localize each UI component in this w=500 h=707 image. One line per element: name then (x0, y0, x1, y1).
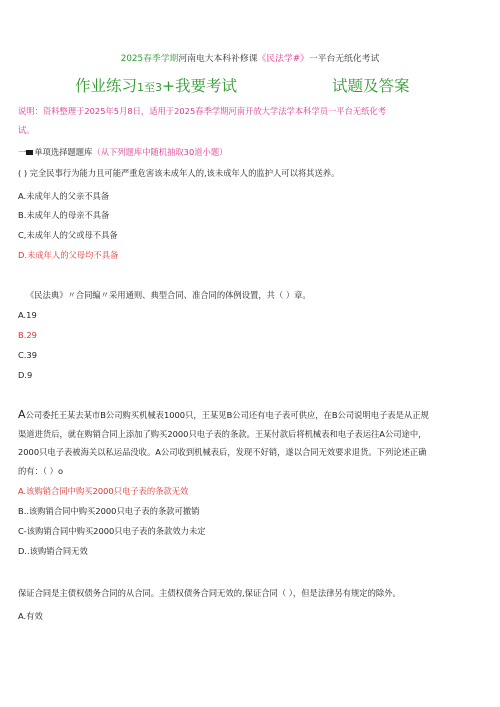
title-part-a: 作业练习 (75, 77, 138, 95)
document-header (0, 53, 500, 66)
section-prefix: 一 (18, 147, 27, 157)
question-3-stem-line-3: 2000只电子表被海关以私运品没收。A公司收到机械表后，发现不好销，遂以合同无效要求退货。下列论述正确 (18, 447, 427, 457)
question-2-option-c: C.39 (18, 350, 37, 360)
question-3-option-a-answer: A.该购销合同中购买2000只电子表的条款无效 (18, 486, 189, 496)
header-term: 2025春季学期 (120, 54, 179, 64)
section-heading (18, 146, 488, 159)
question-1-option-b: B.未成年人的母亲不具备 (18, 210, 110, 220)
question-3-option-c: C-该购销合同中购买2000只电子表的条款效力未定 (18, 526, 206, 536)
header-suffix: 一平台无纸化考试 (308, 54, 380, 64)
question-2-stem: 《民法典》〃合同编〃采用通则、典型合同、准合同的体例设置，共（ ）章。 (26, 290, 311, 300)
title-part-b: 1至3 (137, 81, 163, 94)
section-marker-icon (26, 150, 33, 155)
question-2-option-b-answer: B.29 (18, 330, 37, 340)
question-2-option-d: D.9 (18, 370, 33, 380)
header-school: 河南电大本科补修课 (178, 54, 258, 64)
title-part-c: +我要考试 (162, 77, 238, 95)
question-3-lead-letter: A (18, 408, 26, 421)
question-4-stem: 保证合同是主债权债务合同的从合同。主债权债务合同无效的,保证合同（ ），但是法律另有规定的除外。 (18, 588, 401, 598)
question-1-option-d-answer: D.未成年人的父母均不具备 (18, 250, 119, 260)
document-title (75, 76, 237, 96)
question-3-stem-line-2: 渠道进货后，就在购销合同上添加了购买2000只电子表的条款。王某付款后将机械表和电子表运往A公司途中， (18, 429, 427, 439)
question-2-option-a: A.19 (18, 310, 37, 320)
question-1-option-a: A.未成年人的父亲不具备 (18, 191, 110, 201)
question-1-stem: ( ) 完全民事行为能力且可能严重危害该未成年人的,该未成年人的监护人可以将其送养。 (18, 168, 340, 178)
section-title: 单项选择题题库 (34, 147, 93, 157)
question-3-option-b: B..该购销合同中购买2000只电子表的条款可撤销 (18, 506, 200, 516)
question-3-stem-line-1 (18, 408, 488, 422)
question-3-stem-text-1: 公司委托王某去某市B公司购买机械表1000只，王某见B公司还有电子表可供应，在B公司说明电子表是从正规 (25, 410, 429, 420)
question-3-stem-line-4: 的有：（ ）o (18, 466, 64, 476)
section-hint: （从下列题库中随机抽取30道小题） (92, 147, 228, 157)
document-title-right (332, 76, 410, 96)
question-3-option-d: D..该购销合同无效 (18, 546, 88, 556)
question-4-option-a: A.有效 (18, 611, 43, 621)
note-line-2: 试。 (18, 125, 35, 135)
title-part-d: 试题及答案 (332, 77, 410, 95)
note-line-1: 说明：资料整理于2025年5月8日，适用于2025春季学期河南开放大学法学本科学员一平台无纸化考 (18, 106, 387, 116)
question-1-option-c: C,未成年人的父或母不具备 (18, 230, 118, 240)
header-course: 《民法学#》 (257, 54, 309, 64)
